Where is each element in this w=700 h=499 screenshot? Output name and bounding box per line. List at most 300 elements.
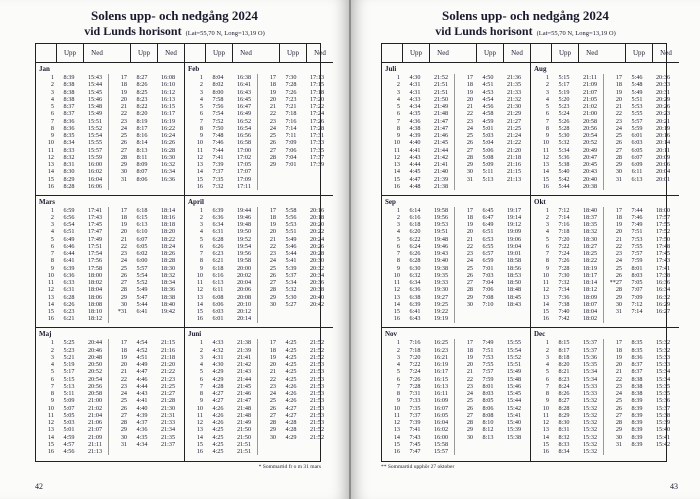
day-number: 29 <box>466 161 473 168</box>
day-numbers <box>258 207 278 323</box>
day-number: 29 <box>269 426 276 434</box>
sunrise-time: 6:26 <box>409 250 421 258</box>
sunrise-time: 4:48 <box>409 182 421 190</box>
sunrise-time: 6:43 <box>409 315 421 323</box>
sunrise-time: 8:37 <box>63 110 75 118</box>
sunrise-time: 5:25 <box>63 339 75 347</box>
sunset-time: 20:32 <box>309 264 325 272</box>
month-columns <box>36 207 184 323</box>
sunset-time: 15:41 <box>506 411 522 419</box>
sunset-time: 19:54 <box>236 242 252 250</box>
sunset-time: 16:23 <box>433 346 449 354</box>
sunrise-time: 8:12 <box>482 426 494 434</box>
sunrise-time: 7:24 <box>558 250 570 258</box>
sunset-time: 17:55 <box>655 221 671 229</box>
sunrise-time: 4:25 <box>285 361 297 369</box>
sunrise-time: 5:09 <box>63 397 75 405</box>
sunrise-time: 8:39 <box>631 426 643 434</box>
day-number: 21 <box>120 235 127 243</box>
sunrise-time: 6:56 <box>63 213 75 221</box>
day-number: 12 <box>393 419 400 427</box>
day-number: 5 <box>199 368 203 376</box>
sunrise-time: 5:30 <box>285 293 297 301</box>
sunset-time: 15:52 <box>506 353 522 361</box>
header-spacer <box>456 44 476 62</box>
day-numbers <box>109 339 129 455</box>
sunset-time: 21:50 <box>433 95 449 103</box>
day-number: 27 <box>269 279 276 287</box>
sunrise-time: 6:34 <box>212 221 224 229</box>
sunset-time: 15:32 <box>655 346 671 354</box>
sunset-time: 16:32 <box>160 161 176 168</box>
sunset-time: 21:43 <box>236 368 252 376</box>
sunrise-time: 5:19 <box>63 361 75 369</box>
sunrise-time: 4:33 <box>212 339 224 347</box>
sunset-time: 19:48 <box>236 221 252 229</box>
sunset-time: 16:12 <box>160 88 176 96</box>
sunset-time: 18:18 <box>160 221 176 229</box>
day-number: 4 <box>396 228 400 236</box>
day-numbers <box>531 74 551 190</box>
sunset-time: 21:41 <box>236 353 252 361</box>
sunrise-time: 6:16 <box>409 213 421 221</box>
sunset-time: 19:40 <box>433 257 449 265</box>
sunset-times <box>304 339 330 455</box>
sunset-time: 21:49 <box>236 419 252 427</box>
sunrise-time: 6:10 <box>136 228 148 236</box>
sunset-times <box>577 74 603 190</box>
sunset-time: 20:06 <box>236 286 252 294</box>
sunrise-time: 4:56 <box>482 103 494 110</box>
sunrise-time: 8:11 <box>136 153 148 161</box>
sunset-time: 21:33 <box>506 88 522 96</box>
day-number: 20 <box>269 228 276 236</box>
day-number: 5 <box>396 103 400 110</box>
sunset-time: 16:02 <box>87 168 103 176</box>
header-spacer <box>110 44 130 62</box>
day-number: 3 <box>545 353 549 361</box>
sunrise-time: 7:22 <box>409 361 421 369</box>
sunrise-time: 4:39 <box>136 411 148 419</box>
sunrise-time: 6:21 <box>63 315 75 323</box>
sunset-time: 21:41 <box>433 161 449 168</box>
day-number: 27 <box>615 411 622 419</box>
day-number: 1 <box>396 206 400 214</box>
sunset-time: 20:29 <box>655 95 671 103</box>
sunset-time: 20:04 <box>236 279 252 287</box>
sunrise-time: 6:39 <box>63 264 75 272</box>
sunset-time: 20:02 <box>236 271 252 279</box>
sunset-time: 18:22 <box>582 257 598 265</box>
sunset-times <box>155 339 181 455</box>
month-name: Feb <box>188 65 200 73</box>
sunset-time: 21:32 <box>506 95 522 103</box>
sunset-time: 21:52 <box>309 433 325 441</box>
day-number: 17 <box>120 339 127 347</box>
month-columns <box>36 74 184 190</box>
day-number: 10 <box>196 271 203 279</box>
sunset-time: 17:31 <box>309 132 325 139</box>
sunset-time: 20:52 <box>582 139 598 147</box>
sunset-time: 18:20 <box>160 228 176 236</box>
sunset-times <box>231 339 257 455</box>
sunset-time: 15:37 <box>582 346 598 354</box>
sunrise-time: 5:54 <box>136 271 148 279</box>
day-number: 25 <box>269 397 276 405</box>
sunrise-time: 5:49 <box>136 286 148 294</box>
sunset-time: 18:35 <box>582 221 598 229</box>
sunrise-times <box>129 207 155 323</box>
sunset-time: 16:06 <box>87 182 103 190</box>
day-number: 2 <box>50 213 54 221</box>
sunrise-time: 6:18 <box>136 206 148 214</box>
right-page <box>351 0 700 499</box>
sunset-time: 20:47 <box>582 153 598 161</box>
sunrise-time: 6:31 <box>212 228 224 236</box>
sunrise-time: 5:49 <box>631 88 643 96</box>
day-number: 24 <box>269 390 276 398</box>
sunrise-time: 8:02 <box>212 81 224 89</box>
day-number: 13 <box>393 426 400 434</box>
day-number: 23 <box>466 250 473 258</box>
sunrise-time: 7:28 <box>558 264 570 272</box>
sunset-time: 20:11 <box>656 146 670 154</box>
sunrise-time: 6:33 <box>63 279 75 287</box>
sunset-time: 17:48 <box>655 242 671 250</box>
day-number: 8 <box>50 390 54 398</box>
sunset-time: 18:40 <box>160 300 176 308</box>
sunset-time: 15:35 <box>582 361 598 369</box>
sunrise-times <box>205 339 231 455</box>
sunrise-time: 6:08 <box>212 293 224 301</box>
sunrise-time: 4:50 <box>482 74 494 81</box>
sunset-time: 18:00 <box>655 206 671 214</box>
sunrise-time: 4:25 <box>212 448 224 456</box>
sunset-time: 20:21 <box>655 117 671 125</box>
sunrise-time: 5:13 <box>63 382 75 390</box>
day-number: 15 <box>542 175 549 183</box>
day-number: 21 <box>615 368 622 376</box>
sunrise-time: 7:23 <box>285 95 297 103</box>
sunset-time: 20:28 <box>309 250 325 258</box>
day-number: 6 <box>545 375 549 383</box>
day-number: 28 <box>615 153 622 161</box>
day-column <box>185 339 257 455</box>
day-number: 16 <box>47 315 54 323</box>
sunrise-time: 8:30 <box>558 419 570 427</box>
sunrise-time: 4:40 <box>136 404 148 412</box>
day-number: 28 <box>120 419 127 427</box>
sunrise-times <box>278 339 304 455</box>
day-number: 3 <box>545 88 549 96</box>
day-numbers <box>604 339 624 455</box>
sunrise-time: 5:09 <box>482 161 494 168</box>
sunset-time: 19:46 <box>236 213 252 221</box>
sunrise-time: 7:53 <box>482 353 494 361</box>
sunrise-time: 8:37 <box>631 368 643 376</box>
page-title <box>351 8 700 41</box>
sunrise-time: 6:28 <box>409 257 421 265</box>
day-number: 11 <box>543 146 549 154</box>
day-number: 2 <box>396 81 400 89</box>
sunrise-time: 7:09 <box>631 293 643 301</box>
day-number: 23 <box>120 250 127 258</box>
sunrise-time: 8:21 <box>558 368 570 376</box>
sunrise-time: 6:18 <box>212 264 224 272</box>
day-number: 27 <box>120 279 127 287</box>
sunset-time: 17:07 <box>236 168 252 176</box>
sunrise-time: 6:49 <box>63 235 75 243</box>
sunset-time: 20:54 <box>582 132 598 139</box>
month-name: Sep <box>385 197 396 206</box>
day-number: 28 <box>466 419 473 427</box>
sunset-time: 19:09 <box>506 228 522 236</box>
sunset-time: 16:36 <box>655 279 671 287</box>
month-block <box>36 63 185 196</box>
sunrise-time: 7:28 <box>285 81 297 89</box>
sunset-time: 16:05 <box>433 411 449 419</box>
sunset-time: 20:58 <box>87 390 103 398</box>
sunrise-time: 4:28 <box>285 419 297 427</box>
day-number: 12 <box>196 419 203 427</box>
day-number: 21 <box>120 103 127 110</box>
day-number: 16 <box>196 315 203 323</box>
day-number: 23 <box>269 117 276 125</box>
header-ned: Ned <box>83 44 110 62</box>
day-number: 7 <box>50 382 54 390</box>
sunrise-time: 5:13 <box>482 175 494 183</box>
sunset-times <box>155 207 181 323</box>
sunset-time: 21:50 <box>236 426 252 434</box>
day-number: 22 <box>466 110 473 118</box>
sunrise-time: 6:53 <box>482 235 494 243</box>
sunset-time: 17:54 <box>87 250 103 258</box>
day-column <box>108 74 181 190</box>
day-number: 9 <box>199 397 203 405</box>
sunrise-time: 4:31 <box>409 81 421 89</box>
day-number: 24 <box>120 390 127 398</box>
sunset-time: 21:18 <box>506 153 522 161</box>
day-number: 25 <box>120 397 127 405</box>
day-number: 25 <box>615 132 622 139</box>
day-number: 16 <box>542 315 549 323</box>
sunset-time: 21:33 <box>160 419 176 427</box>
day-number: 12 <box>393 286 400 294</box>
sunset-time: 17:11 <box>237 182 251 190</box>
sunrise-time: 5:34 <box>285 279 297 287</box>
left-page <box>0 0 349 499</box>
sunset-time: 16:54 <box>236 124 252 132</box>
sunrise-time: 5:26 <box>558 117 570 125</box>
column-header <box>382 44 531 63</box>
sunset-time: 16:22 <box>160 124 176 132</box>
day-number: 13 <box>196 161 203 168</box>
day-number: 4 <box>199 95 203 103</box>
sunrise-time: 4:26 <box>212 404 224 412</box>
sunrise-time: 5:44 <box>285 250 297 258</box>
sunrise-times <box>278 74 304 190</box>
header-ned: Ned <box>503 44 530 62</box>
day-number: 9 <box>396 397 400 405</box>
sunrise-time: 6:15 <box>136 213 148 221</box>
day-number: 10 <box>47 271 54 279</box>
page-number: 43 <box>670 482 678 491</box>
day-number: 17 <box>120 206 127 214</box>
sunrise-time: 8:15 <box>558 339 570 347</box>
sunset-time: 19:35 <box>433 271 449 279</box>
header-upp: Upp <box>56 44 83 62</box>
day-column <box>382 74 454 190</box>
sunset-time: 16:13 <box>433 382 449 390</box>
sunset-time: 19:06 <box>506 235 522 243</box>
day-number: 4 <box>50 361 54 369</box>
sunset-time: 18:58 <box>506 257 522 265</box>
sunrise-time: 7:18 <box>409 346 421 354</box>
day-number: 7 <box>396 250 400 258</box>
sunrise-time: 6:03 <box>212 308 224 316</box>
sunset-time: 17:50 <box>655 235 671 243</box>
day-number: 25 <box>466 397 473 405</box>
sunrise-time: 5:51 <box>285 228 297 236</box>
day-numbers <box>382 207 402 323</box>
sunrise-time: 8:29 <box>63 175 75 183</box>
day-number: 30 <box>120 168 127 176</box>
sunset-time: 17:18 <box>309 88 325 96</box>
day-number: 19 <box>615 88 622 96</box>
sunrise-time: 7:56 <box>212 103 224 110</box>
sunset-time: 20:45 <box>582 161 598 168</box>
day-number: 12 <box>47 286 54 294</box>
day-number: 24 <box>615 124 622 132</box>
sunrise-time: 4:29 <box>285 433 297 441</box>
sunrise-time: 5:17 <box>558 81 570 89</box>
sunset-time: 17:38 <box>655 271 671 279</box>
day-number: 18 <box>466 346 473 354</box>
sunrise-time: 8:20 <box>136 110 148 118</box>
sunset-time: 18:36 <box>160 286 176 294</box>
sunrise-time: 6:26 <box>212 242 224 250</box>
sunset-time: 19:25 <box>433 300 449 308</box>
day-number: 8 <box>199 124 203 132</box>
sunset-time: 21:30 <box>506 103 522 110</box>
sunset-time: 16:41 <box>236 81 252 89</box>
day-number: 21 <box>120 368 127 376</box>
sunset-time: 17:49 <box>87 235 103 243</box>
sunrise-time: 4:45 <box>409 168 421 176</box>
sunrise-time: 6:16 <box>212 271 224 279</box>
day-number: 17 <box>269 74 276 81</box>
day-number: 21 <box>269 103 276 110</box>
sunrise-time: 4:27 <box>285 411 297 419</box>
sunrise-time: 6:06 <box>212 300 224 308</box>
sunrise-time: 5:17 <box>63 368 75 376</box>
day-number: 11 <box>543 279 549 287</box>
sunset-time: 21:35 <box>160 433 176 441</box>
sunrise-time: 7:14 <box>558 213 570 221</box>
sunset-time: 18:38 <box>160 293 176 301</box>
sunrise-time: 4:33 <box>409 95 421 103</box>
day-number: 17 <box>615 74 622 81</box>
sunrise-time: 7:39 <box>409 419 421 427</box>
day-number: 6 <box>396 375 400 383</box>
sunset-time: 15:33 <box>582 382 598 390</box>
day-number: 3 <box>50 88 54 96</box>
sunrise-time: 4:44 <box>136 382 148 390</box>
day-number: 7 <box>545 382 549 390</box>
sunset-time: 21:36 <box>506 74 522 81</box>
sunrise-time: 6:26 <box>63 300 75 308</box>
sunrise-times <box>205 74 231 190</box>
sunset-time: 17:26 <box>309 117 325 125</box>
day-number: 28 <box>466 153 473 161</box>
sunrise-time: 8:38 <box>631 382 643 390</box>
day-number: 3 <box>396 353 400 361</box>
sunrise-time: 4:37 <box>136 419 148 427</box>
day-number: 11 <box>197 279 203 287</box>
day-column <box>603 339 676 455</box>
sunset-time: 18:14 <box>582 279 598 287</box>
sunset-time: 21:51 <box>433 88 449 96</box>
day-number: 13 <box>542 161 549 168</box>
day-number: 16 <box>542 448 549 456</box>
sunset-time: 15:44 <box>506 397 522 405</box>
sunrise-time: 5:52 <box>136 279 148 287</box>
day-number: 8 <box>545 124 549 132</box>
day-number: 4 <box>545 228 549 236</box>
sunset-time: 20:14 <box>236 315 252 323</box>
sunrise-time: 6:13 <box>136 221 148 229</box>
day-number: 14 <box>47 433 54 441</box>
day-number: 9 <box>545 264 549 272</box>
sunset-time: 21:50 <box>236 433 252 441</box>
day-number: 20 <box>466 228 473 236</box>
sunset-time: 21:53 <box>309 390 325 398</box>
column-header <box>36 44 185 63</box>
sunset-time: 18:17 <box>582 271 598 279</box>
day-number: 11 <box>394 279 400 287</box>
day-number: 29 <box>120 426 127 434</box>
sunset-time: 21:25 <box>506 124 522 132</box>
day-number: 1 <box>199 206 203 214</box>
header-upp: Upp <box>130 44 157 62</box>
day-number: 8 <box>199 257 203 265</box>
sunset-time: 21:38 <box>236 339 252 347</box>
sunset-time: 20:49 <box>582 146 598 154</box>
sunrise-time: 6:49 <box>482 221 494 229</box>
sunset-times <box>155 74 181 190</box>
month-name: Juli <box>385 65 397 73</box>
sunrise-time: 5:03 <box>63 419 75 427</box>
sunset-time: 17:13 <box>309 74 325 81</box>
day-column <box>185 74 257 190</box>
sunrise-time: 8:31 <box>558 426 570 434</box>
sunset-time: 18:02 <box>582 315 598 323</box>
sunset-time: 21:27 <box>160 390 176 398</box>
sunrise-time: 5:21 <box>63 353 75 361</box>
day-number: 16 <box>47 448 54 456</box>
month-name: Dec <box>534 330 546 339</box>
sunrise-time: 4:52 <box>136 346 148 354</box>
sun-table <box>381 43 672 462</box>
sunset-time: 17:58 <box>87 264 103 272</box>
day-number: 26 <box>269 404 276 412</box>
sunrise-time: 8:22 <box>136 103 148 110</box>
day-number: 3 <box>199 88 203 96</box>
sunset-time: 20:08 <box>236 293 252 301</box>
sunset-times <box>428 207 454 323</box>
sunset-time: 20:18 <box>309 213 325 221</box>
sunset-time: 15:34 <box>655 375 671 383</box>
